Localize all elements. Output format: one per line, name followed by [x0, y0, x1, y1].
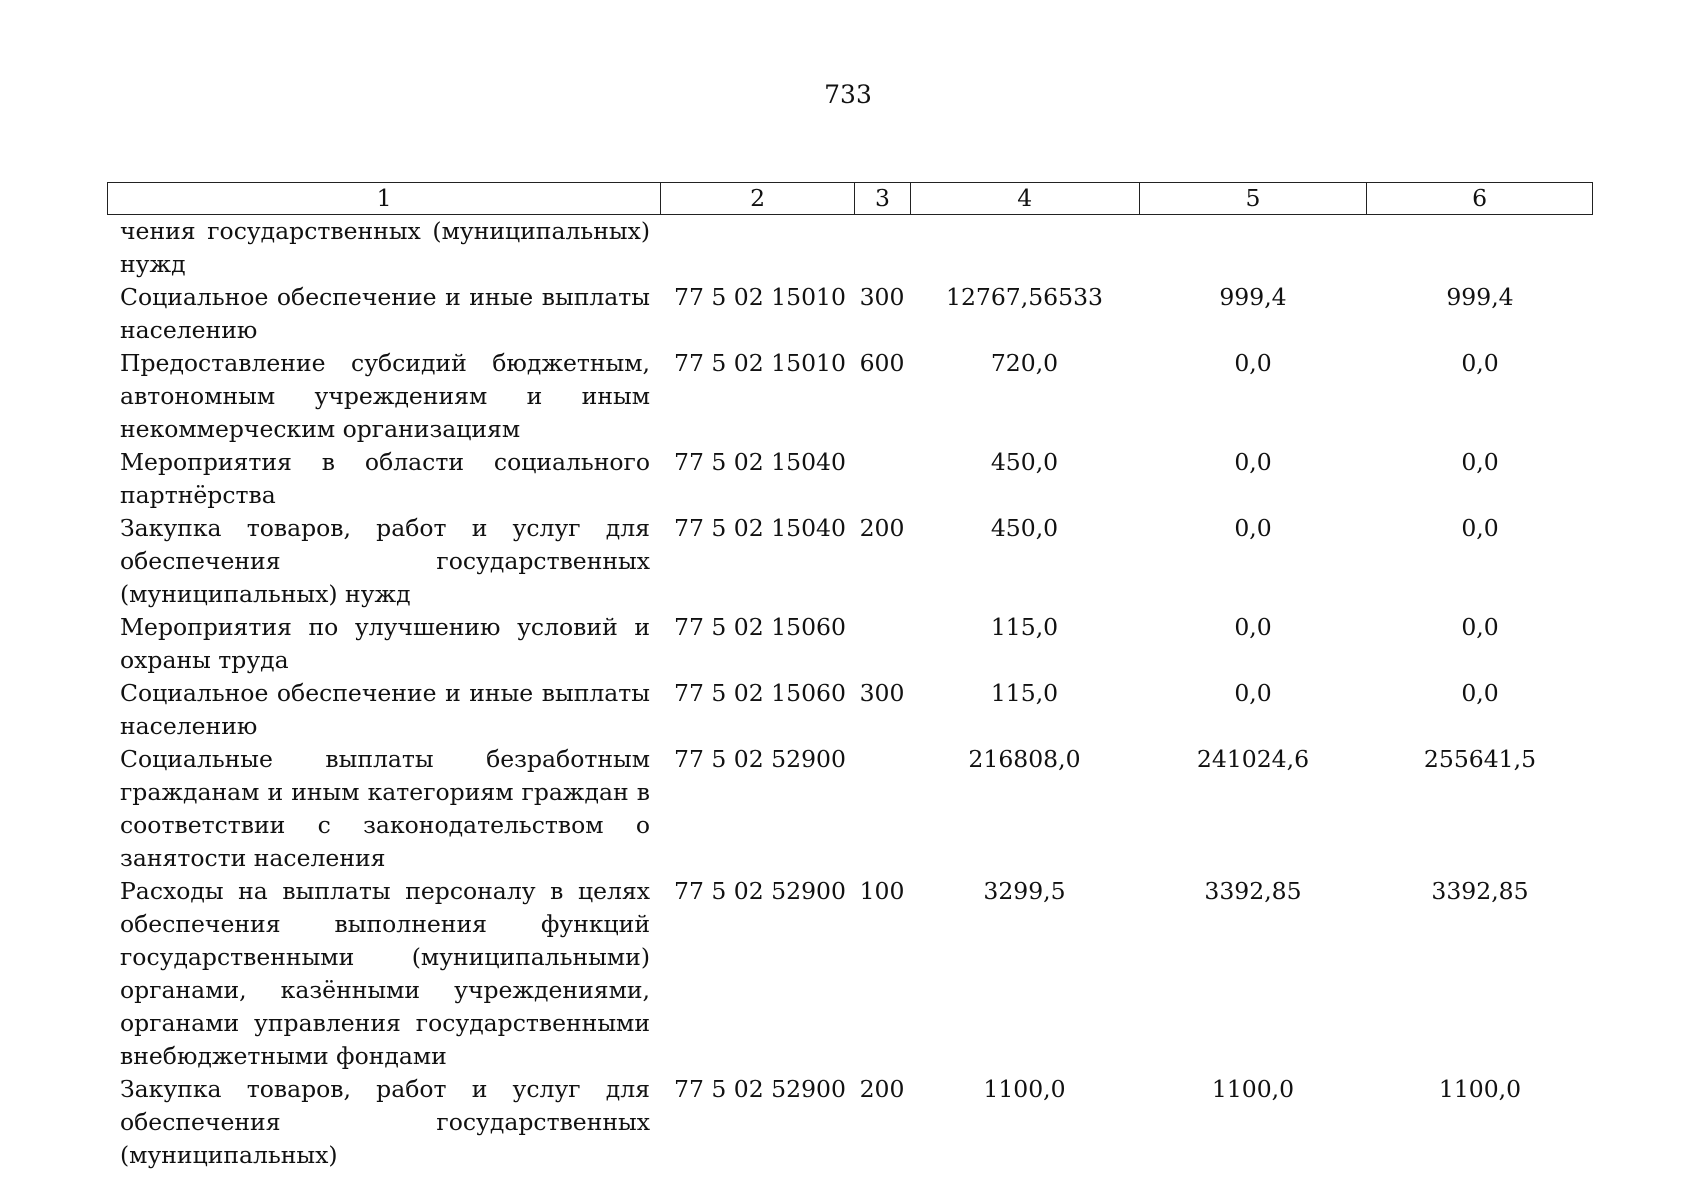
- row-expense-type: 600: [859, 349, 905, 377]
- table-row: [107, 875, 1593, 1073]
- table-row: [107, 347, 1593, 446]
- header-col-6: 6: [1366, 183, 1592, 214]
- row-description: Социальное обеспечение и иные выплаты населению: [120, 679, 650, 740]
- row-value-col4: 450,0: [990, 514, 1059, 542]
- table-row: [107, 281, 1593, 347]
- table-row: [107, 611, 1593, 677]
- row-value-col4: 115,0: [990, 613, 1059, 641]
- header-col-4: 4: [910, 183, 1139, 214]
- row-value-col6: 0,0: [1461, 613, 1499, 641]
- row-code: 77 5 02 15060: [674, 613, 846, 641]
- row-value-col4: 216808,0: [968, 745, 1081, 773]
- row-description: Мероприятия по улучшению условий и охраны труда: [120, 613, 650, 674]
- row-code: 77 5 02 52900: [674, 1075, 846, 1103]
- row-value-col5: 999,4: [1219, 283, 1287, 311]
- row-description: Закупка товаров, работ и услуг для обеспечения государственных (муниципальных) нужд: [120, 514, 650, 608]
- row-code: 77 5 02 52900: [674, 877, 846, 905]
- row-code: 77 5 02 15040: [674, 448, 846, 476]
- row-value-col6: 1100,0: [1438, 1075, 1522, 1103]
- row-code: 77 5 02 15010: [674, 349, 846, 377]
- row-value-col5: 0,0: [1234, 679, 1272, 707]
- row-value-col6: 0,0: [1461, 514, 1499, 542]
- row-value-col4: 12767,56533: [946, 283, 1103, 311]
- row-description: Социальные выплаты безработным гражданам и иным категориям граждан в соответствии с законодательством о занятости населения: [120, 745, 650, 872]
- row-value-col4: 115,0: [990, 679, 1059, 707]
- row-value-col6: 0,0: [1461, 448, 1499, 476]
- row-code: 77 5 02 15060: [674, 679, 846, 707]
- row-value-col4: 1100,0: [983, 1075, 1066, 1103]
- row-value-col6: 255641,5: [1423, 745, 1537, 773]
- row-code: 77 5 02 52900: [674, 745, 846, 773]
- row-description: Мероприятия в области социального партнёрства: [120, 448, 650, 509]
- row-expense-type: 200: [859, 1075, 905, 1103]
- row-value-col5: 0,0: [1234, 613, 1272, 641]
- header-col-1: 1: [376, 184, 392, 212]
- row-value-col6: 0,0: [1461, 679, 1499, 707]
- row-value-col5: 0,0: [1234, 349, 1272, 377]
- row-value-col5: 241024,6: [1196, 745, 1310, 773]
- table-row: [107, 446, 1593, 512]
- table-row: [107, 215, 1593, 281]
- row-expense-type: 100: [859, 877, 905, 905]
- budget-table: [107, 182, 1593, 1172]
- header-col-5: 5: [1139, 183, 1367, 214]
- header-col-3: 3: [854, 183, 910, 214]
- row-value-col5: 1100,0: [1211, 1075, 1295, 1103]
- row-description: Социальное обеспечение и иные выплаты населению: [120, 283, 650, 344]
- row-value-col6: 0,0: [1461, 349, 1499, 377]
- page-number: 733: [824, 80, 872, 109]
- row-description: Расходы на выплаты персоналу в целях обеспечения выполнения функций государственными (муниципальными) органами, казёнными учреждениями, органами управления государственными внебюджетными фондами: [120, 877, 650, 1070]
- row-description: чения государственных (муниципальных) нужд: [120, 217, 650, 278]
- table-row: [107, 677, 1593, 743]
- row-description: Предоставление субсидий бюджетным, автономным учреждениям и иным некоммерческим организациям: [120, 349, 650, 443]
- header-col-2: 2: [660, 183, 854, 214]
- row-value-col5: 0,0: [1234, 514, 1272, 542]
- row-expense-type: 300: [859, 679, 905, 707]
- row-value-col6: 3392,85: [1431, 877, 1529, 905]
- row-value-col4: 720,0: [990, 349, 1059, 377]
- table-row: [107, 1073, 1593, 1172]
- row-value-col4: 3299,5: [983, 877, 1066, 905]
- row-value-col5: 3392,85: [1204, 877, 1302, 905]
- row-value-col6: 999,4: [1446, 283, 1514, 311]
- row-code: 77 5 02 15010: [674, 283, 846, 311]
- row-value-col4: 450,0: [990, 448, 1059, 476]
- row-value-col5: 0,0: [1234, 448, 1272, 476]
- table-header: [107, 182, 1593, 215]
- table-row: [107, 512, 1593, 611]
- row-expense-type: 200: [859, 514, 905, 542]
- row-description: Закупка товаров, работ и услуг для обеспечения государственных (муниципальных): [120, 1075, 650, 1169]
- table-body: [107, 215, 1593, 1172]
- row-expense-type: 300: [859, 283, 905, 311]
- table-row: [107, 743, 1593, 875]
- row-code: 77 5 02 15040: [674, 514, 846, 542]
